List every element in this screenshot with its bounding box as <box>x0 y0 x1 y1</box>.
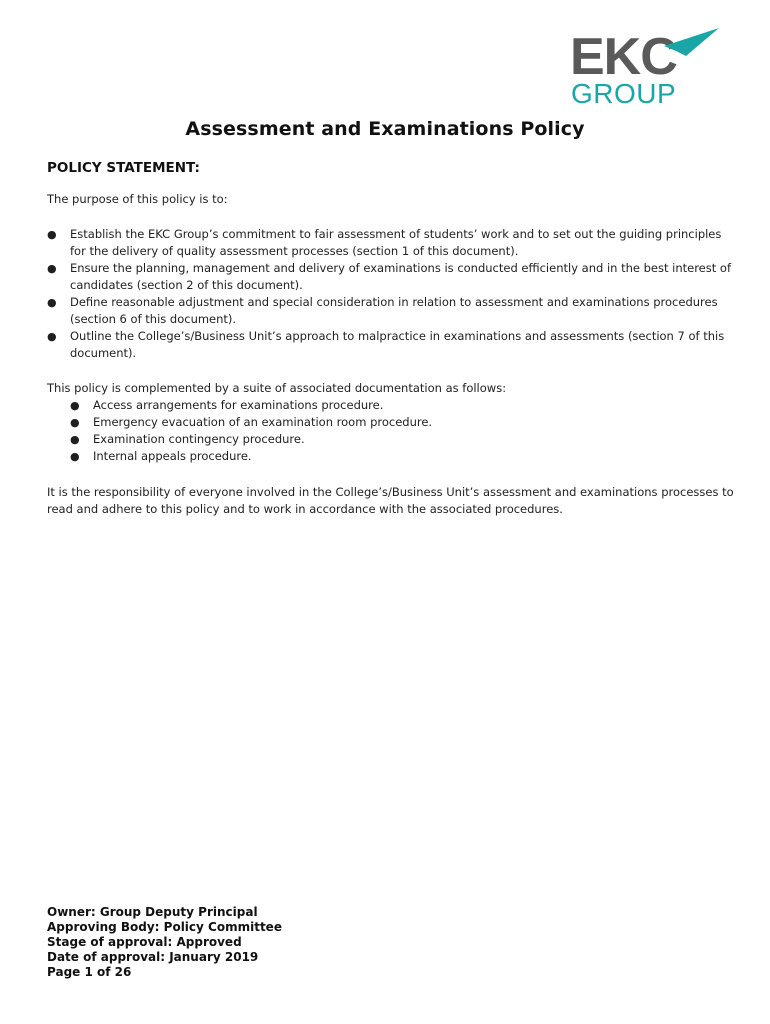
list-item-text: Define reasonable adjustment and special consideration in relation to assessment and examinations procedures (section 6 of this document). <box>70 295 718 326</box>
responsibility-paragraph: It is the responsibility of everyone involved in the College’s/Business Unit’s assessment and examinations processes to read and adhere to this policy and to work in accordance with the associated procedures. <box>47 485 734 516</box>
logo-text-ekc: EKC <box>570 28 677 86</box>
ekc-group-logo <box>568 24 724 106</box>
list-item <box>47 226 737 260</box>
bullet-icon: ● <box>70 433 80 446</box>
list-item-text: Outline the College’s/Business Unit’s approach to malpractice in examinations and assessments (section 7 of this document). <box>70 329 725 360</box>
bullet-icon: ● <box>47 262 57 275</box>
associated-docs-list <box>70 397 432 465</box>
footer-page-number: Page 1 of 26 <box>47 965 132 979</box>
bullet-icon: ● <box>47 228 57 241</box>
ekc-logo-graphic <box>568 24 724 106</box>
footer-owner: Owner: Group Deputy Principal <box>47 905 258 919</box>
logo-text-group: GROUP <box>571 78 677 106</box>
bullet-icon: ● <box>70 416 80 429</box>
list-item-text: Emergency evacuation of an examination room procedure. <box>93 415 433 429</box>
bullet-icon: ● <box>70 399 80 412</box>
list-item-text: Examination contingency procedure. <box>93 432 305 446</box>
bullet-icon: ● <box>70 450 80 463</box>
section-heading: POLICY STATEMENT: <box>47 160 200 176</box>
list-item-text: Establish the EKC Group’s commitment to fair assessment of students’ work and to set out the guiding principles for the delivery of quality assessment processes (section 1 of this document). <box>70 227 722 258</box>
footer-stage: Stage of approval: Approved <box>47 935 242 949</box>
complement-intro-text: This policy is complemented by a suite of associated documentation as follows: <box>47 381 507 395</box>
list-item <box>47 260 737 294</box>
list-item-text: Ensure the planning, management and delivery of examinations is conducted efficiently and in the best interest of candidates (section 2 of this document). <box>70 261 732 292</box>
list-item <box>47 294 737 328</box>
list-item-text: Access arrangements for examinations procedure. <box>93 398 384 412</box>
list-item <box>70 448 432 465</box>
list-item <box>47 328 737 362</box>
list-item <box>70 431 432 448</box>
list-item <box>70 414 432 431</box>
document-footer <box>47 905 282 980</box>
footer-approving-body: Approving Body: Policy Committee <box>47 920 282 934</box>
purpose-list <box>47 226 737 362</box>
page-title: Assessment and Examinations Policy <box>185 118 585 140</box>
bullet-icon: ● <box>47 330 57 343</box>
list-item <box>70 397 432 414</box>
intro-text: The purpose of this policy is to: <box>47 192 228 206</box>
footer-date: Date of approval: January 2019 <box>47 950 259 964</box>
list-item-text: Internal appeals procedure. <box>93 449 252 463</box>
bullet-icon: ● <box>47 296 57 309</box>
